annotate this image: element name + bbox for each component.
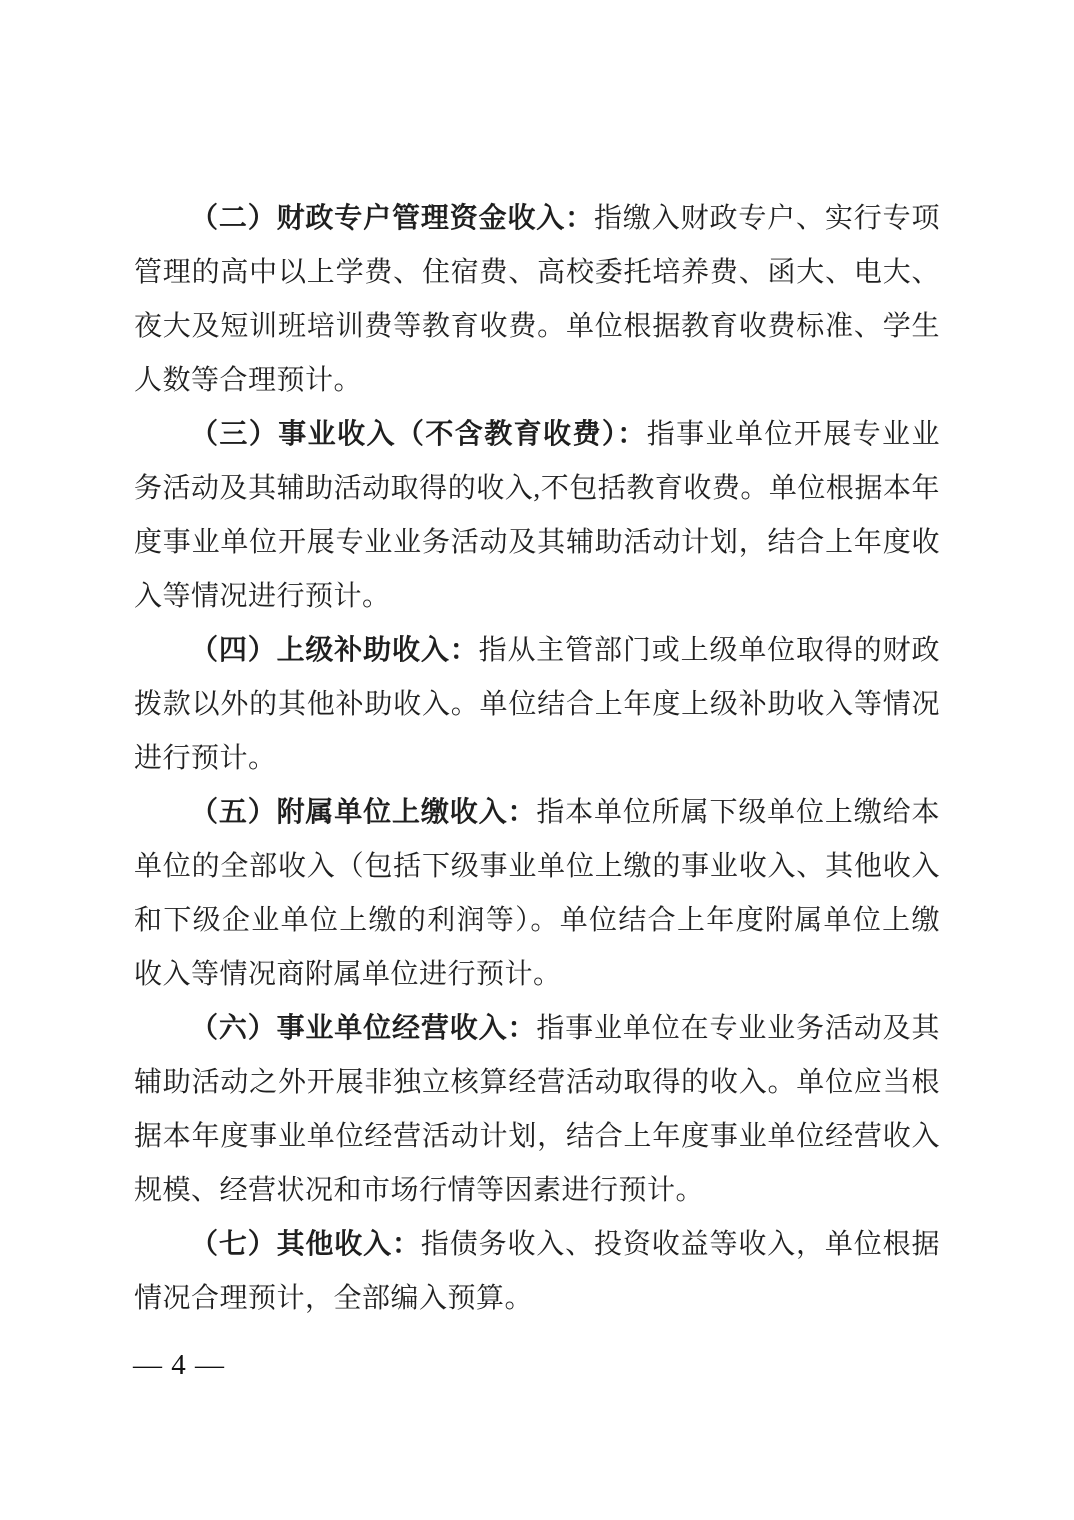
paragraph-item-2 bbox=[134, 192, 940, 408]
paragraph-item-7 bbox=[134, 1218, 940, 1326]
document-body bbox=[134, 192, 940, 1326]
paragraph-item-5 bbox=[134, 786, 940, 1002]
paragraph-heading: （四）上级补助收入： bbox=[190, 635, 479, 666]
paragraph-heading: （七）其他收入： bbox=[190, 1229, 421, 1260]
paragraph-text: 指事业单位在专业业务活动及其辅助活动之外开展非独立核算经营活动取得的收入。单位应当根据本年度事业单位经营活动计划，结合上年度事业单位经营收入规模、经营状况和市场行情等因素进行预计。 bbox=[134, 1013, 940, 1206]
paragraph-heading: （二）财政专户管理资金收入： bbox=[190, 203, 595, 234]
paragraph-text: 指事业单位开展专业业务活动及其辅助活动取得的收入,不包括教育收费。单位根据本年度事业单位开展专业业务活动及其辅助活动计划，结合上年度收入等情况进行预计。 bbox=[134, 419, 940, 612]
paragraph-item-3 bbox=[134, 408, 940, 624]
paragraph-item-4 bbox=[134, 624, 940, 786]
paragraph-heading: （六）事业单位经营收入： bbox=[190, 1013, 537, 1044]
paragraph-text: 指债务收入、投资收益等收入，单位根据情况合理预计，全部编入预算。 bbox=[134, 1229, 940, 1314]
paragraph-item-6 bbox=[134, 1002, 940, 1218]
paragraph-heading: （五）附属单位上缴收入： bbox=[190, 797, 537, 828]
paragraph-heading: （三）事业收入（不含教育收费）： bbox=[190, 419, 647, 450]
paragraph-text: 指缴入财政专户、实行专项管理的高中以上学费、住宿费、高校委托培养费、函大、电大、夜大及短训班培训费等教育收费。单位根据教育收费标准、学生人数等合理预计。 bbox=[134, 203, 940, 396]
paragraph-text: 指从主管部门或上级单位取得的财政拨款以外的其他补助收入。单位结合上年度上级补助收入等情况进行预计。 bbox=[134, 635, 940, 774]
paragraph-text: 指本单位所属下级单位上缴给本单位的全部收入（包括下级事业单位上缴的事业收入、其他收入和下级企业单位上缴的利润等）。单位结合上年度附属单位上缴收入等情况商附属单位进行预计。 bbox=[134, 797, 940, 990]
page-number: — 4 — bbox=[133, 1349, 225, 1381]
